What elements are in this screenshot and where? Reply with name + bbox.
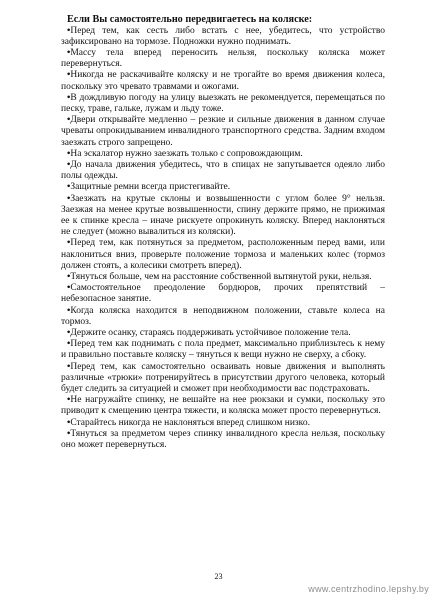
bullet-paragraph: • На эскалатор нужно заезжать только с сопровождающим. [61, 149, 385, 160]
bullet-paragraph: • Двери открывайте медленно – резкие и сильные движения в данном случае чреваты опрокидыванием инвалидного транспортного средства. Задним входом заезжать строго запрещено. [61, 115, 385, 149]
bullet-paragraph: • Перед тем, как самостоятельно осваивать новые движения и выполнять различные «трюки» потренируйтесь в присутствии другого человека, который будет следить за ситуацией и сможет при необходимости вас подстраховать. [61, 362, 385, 396]
bullet-paragraph: • Тянуться больше, чем на расстояние собственной вытянутой руки, нельзя. [61, 272, 385, 283]
bullet-paragraph: • В дождливую погоду на улицу выезжать не рекомендуется, перемещаться по песку, траве, гальке, лужам и льду тоже. [61, 93, 385, 115]
page-number: 23 [214, 572, 223, 581]
bullet-paragraph: • Самостоятельное преодоление бордюров, прочих препятствий – небезопасное занятие. [61, 283, 385, 305]
bullet-paragraph: • Перед тем, как сесть либо встать с нее, убедитесь, что устройство зафиксировано на тормозе. Подножки нужно поднимать. [61, 26, 385, 48]
bullet-paragraph: • Никогда не раскачивайте коляску и не трогайте во время движения колеса, поскольку это чревато травмами и ожогами. [61, 70, 385, 92]
watermark-url: www.centrzhodino.lepshy.by [308, 584, 429, 594]
bullet-paragraph: • Заезжать на крутые склоны и возвышенности с углом более 9° нельзя. Заезжая на менее крутые возвышенности, спину держите прямо, не прижимая ее к спинке кресла – иначе рискуете опрокинуть коляску. Вперед наклоняться не следует (можно вывалиться из коляски). [61, 194, 385, 239]
bullet-paragraph: • Массу тела вперед переносить нельзя, поскольку коляска может перевернуться. [61, 48, 385, 70]
section-heading: Если Вы самостоятельно передвигаетесь на коляске: [67, 14, 313, 25]
bullet-paragraph: • Защитные ремни всегда пристегивайте. [61, 182, 385, 193]
bullet-paragraph: • До начала движения убедитесь, что в спицах не запутывается одеяло либо полы одежды. [61, 160, 385, 182]
bullet-paragraph: • Не нагружайте спинку, не вешайте на нее рюкзаки и сумки, поскольку это приводит к смещению центра тяжести, и коляска может просто перевернуться. [61, 395, 385, 417]
document-page [61, 14, 385, 451]
bullet-paragraph: • Старайтесь никогда не наклоняться вперед слишком низко. [61, 418, 385, 429]
bullet-paragraph: • Когда коляска находится в неподвижном положении, ставьте колеса на тормоз. [61, 306, 385, 328]
bullet-paragraph: • Держите осанку, стараясь поддерживать устойчивое положение тела. [61, 328, 385, 339]
bullet-paragraph: • Перед тем, как потянуться за предметом, расположенным перед вами, или наклониться вниз, проверьте положение тормоза и маленьких колес (тормоз должен стоять, а колесики смотреть вперед). [61, 238, 385, 272]
bullet-paragraph: • Перед тем как поднимать с пола предмет, максимально приблизьтесь к нему и правильно поставьте коляску – тянуться к вещи нужно не сверху, а сбоку. [61, 339, 385, 361]
paragraph-list [61, 26, 385, 452]
bullet-paragraph: • Тянуться за предметом через спинку инвалидного кресла нельзя, поскольку оно может перевернуться. [61, 429, 385, 451]
